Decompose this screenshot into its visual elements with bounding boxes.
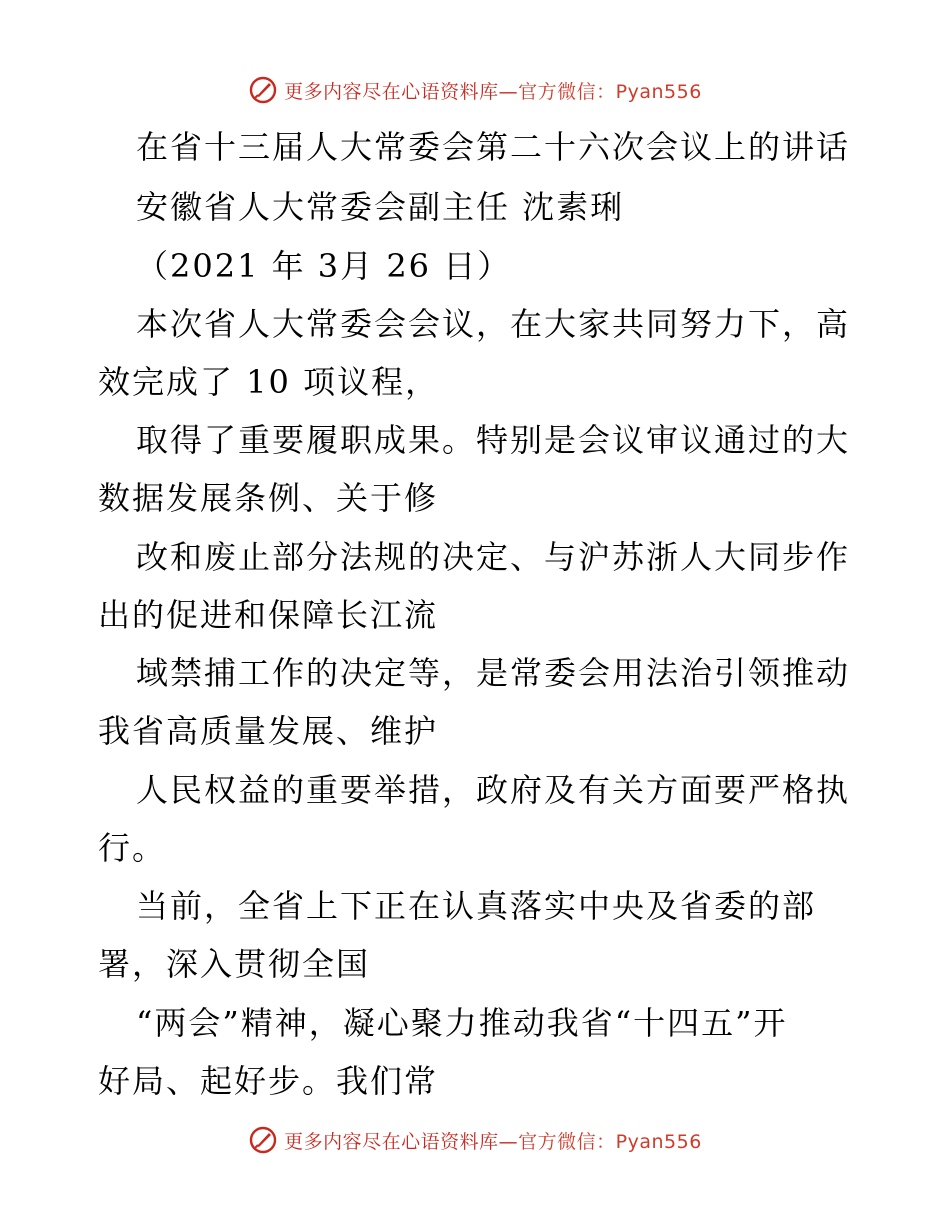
paragraph-line: 改和废止部分法规的决定、与沪苏浙人大同步作 — [136, 538, 851, 576]
paragraph-line: 出的促进和保障长江流 — [98, 596, 439, 634]
paragraph-line: 取得了重要履职成果。特别是会议审议通过的大 — [136, 421, 851, 459]
paragraph-line: 效完成了 10 项议程， — [98, 363, 440, 401]
document-date: （2021 年 3月 26 日） — [136, 247, 512, 285]
paragraph-line: 好局、起好步。我们常 — [98, 1062, 439, 1100]
paragraph-line: 人民权益的重要举措，政府及有关方面要严格执 — [136, 771, 851, 809]
paragraph-line: 域禁捕工作的决定等，是常委会用法治引领推动 — [136, 654, 851, 692]
banner-text — [284, 1127, 702, 1154]
document-title: 在省十三届人大常委会第二十六次会议上的讲话 — [136, 128, 851, 166]
paragraph-line: “两会”精神，凝心聚力推动我省“十四五”开 — [136, 1004, 788, 1042]
paragraph-line: 署，深入贯彻全国 — [98, 945, 371, 983]
paragraph-line: 我省高质量发展、维护 — [98, 712, 439, 750]
paragraph-line: 数据发展条例、关于修 — [98, 479, 439, 517]
quill-pen-logo-icon — [248, 1125, 278, 1155]
banner-wechat-text: 官方微信：Pyan556 — [518, 80, 702, 103]
banner-site-text: 更多内容尽在心语资料库 — [284, 1130, 499, 1153]
banner-dash: — — [498, 1130, 519, 1153]
bottom-banner — [0, 1120, 950, 1160]
banner-site-text: 更多内容尽在心语资料库 — [284, 80, 499, 103]
paragraph-line: 行。 — [98, 829, 167, 867]
paragraph-line: 当前，全省上下正在认真落实中央及省委的部 — [136, 887, 817, 925]
document-speaker: 安徽省人大常委会副主任 沈素琍 — [136, 188, 625, 226]
banner-dash: — — [498, 80, 519, 103]
paragraph-line: 本次省人大常委会会议，在大家共同努力下，高 — [136, 305, 851, 343]
banner-wechat-text: 官方微信：Pyan556 — [518, 1130, 702, 1153]
